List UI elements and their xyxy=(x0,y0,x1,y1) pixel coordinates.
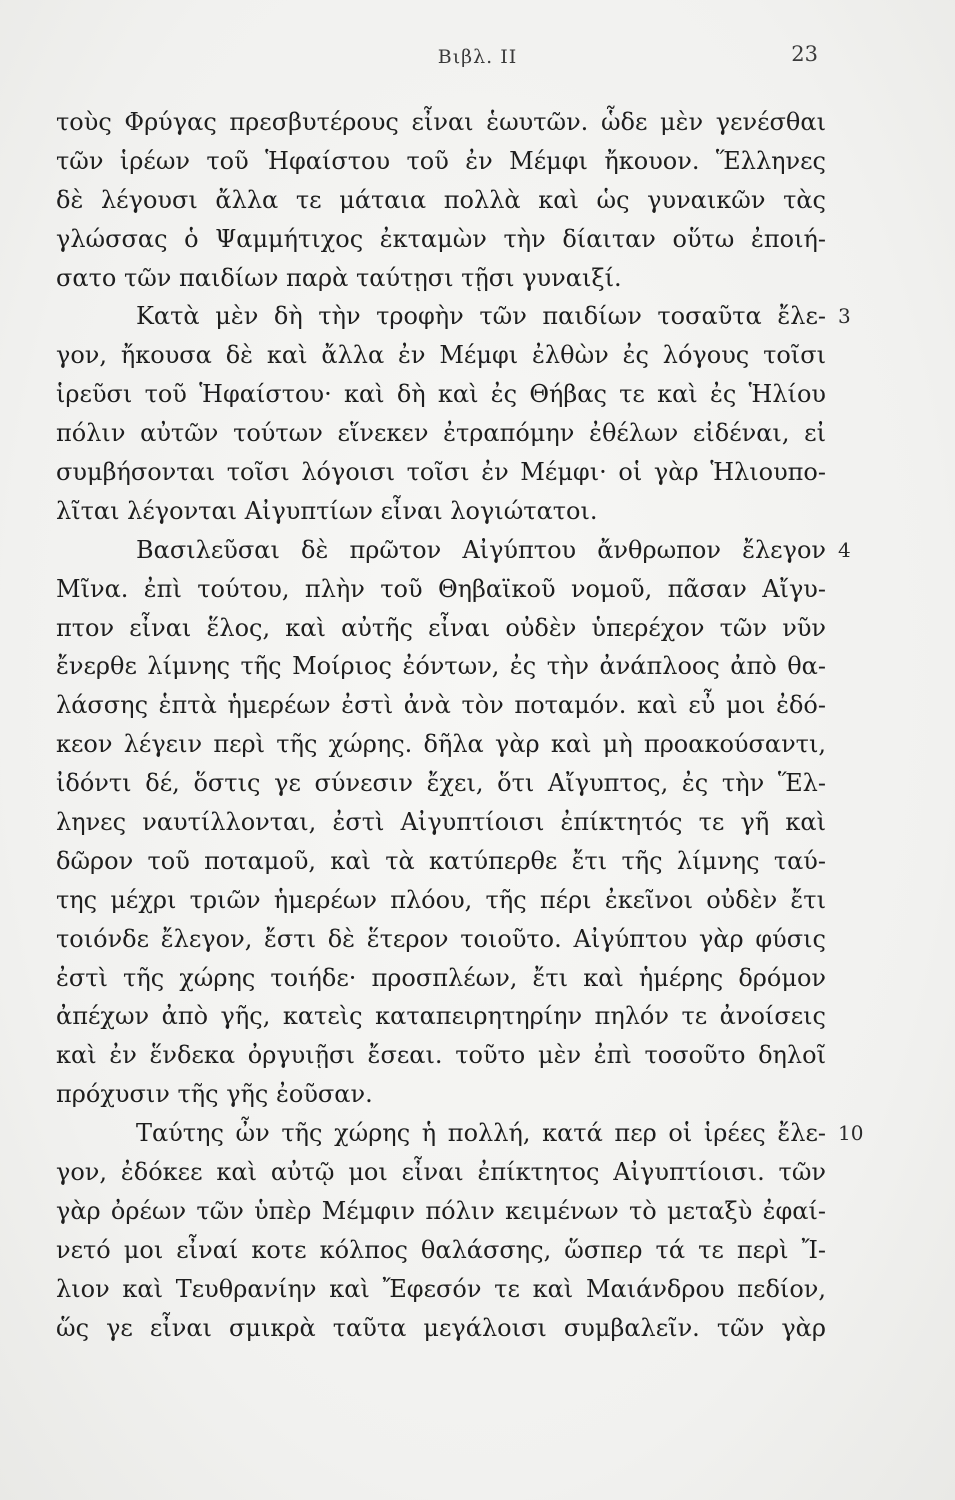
text-line-content: τοὺς Φρύγας πρεσβυτέρους εἶναι ἑωυτῶν. ὧδε μὲν γενέσθαι xyxy=(56,108,826,136)
text-line xyxy=(56,1192,826,1231)
text-line-content: λιον καὶ Τευθρανίην καὶ Ἔφεσόν τε καὶ Μαιάνδρου πεδίον, xyxy=(56,1274,826,1303)
text-line xyxy=(56,881,826,920)
text-line-content: ἱρεῦσι τοῦ Ἡφαίστου· καὶ δὴ καὶ ἐς Θήβας τε καὶ ἐς Ἡλίου xyxy=(56,380,826,409)
running-header-title: Βιβλ. II xyxy=(437,46,518,68)
text-line xyxy=(56,647,826,686)
text-line xyxy=(56,959,826,998)
text-line xyxy=(56,531,851,570)
text-line xyxy=(56,453,826,492)
section-number: 3 xyxy=(838,304,851,329)
text-line-content: πρόχυσιν τῆς γῆς ἐοῦσαν. xyxy=(56,1080,373,1109)
text-line xyxy=(56,181,826,220)
text-line-content: της μέχρι τριῶν ἡμερέων πλόου, τῆς πέρι ἐκεῖνοι οὐδὲν ἔτι xyxy=(56,885,826,914)
text-line-content: γλώσσας ὁ Ψαμμήτιχος ἐκταμὼν τὴν δίαιταν οὕτω ἐποιή- xyxy=(56,224,826,253)
text-line xyxy=(56,920,826,959)
text-line-content: γον, ἤκουσα δὲ καὶ ἄλλα ἐν Μέμφι ἐλθὼν ἐς λόγους τοῖσι xyxy=(56,341,826,370)
text-line xyxy=(56,1309,826,1348)
text-line-content: Ταύτης ὦν τῆς χώρης ἡ πολλή, κατά περ οἱ ἱρέες ἔλε- xyxy=(136,1119,826,1148)
text-line xyxy=(56,492,826,531)
body-text xyxy=(56,103,864,1348)
text-line-content: πτον εἶναι ἕλος, καὶ αὐτῆς εἶναι οὐδὲν ὑπερέχον τῶν νῦν xyxy=(56,613,826,642)
text-line-content: Κατὰ μὲν δὴ τὴν τροφὴν τῶν παιδίων τοσαῦτα ἔλε- xyxy=(136,302,826,331)
text-line-content: συμβήσονται τοῖσι λόγοισι τοῖσι ἐν Μέμφι· οἱ γὰρ Ἡλιουπο- xyxy=(56,458,826,487)
text-line xyxy=(56,803,826,842)
text-line-content: ἀπέχων ἀπὸ γῆς, κατεὶς καταπειρητηρίην πηλόν τε ἀνοίσεις xyxy=(56,1002,826,1031)
text-line xyxy=(56,297,851,336)
text-line xyxy=(56,1270,826,1309)
text-line-content: πόλιν αὐτῶν τούτων εἵνεκεν ἐτραπόμην ἐθέλων εἰδέναι, εἰ xyxy=(56,419,826,448)
section-number: 10 xyxy=(838,1121,864,1146)
text-line xyxy=(56,570,826,609)
text-line-content: τοιόνδε ἔλεγον, ἔστι δὲ ἕτερον τοιοῦτο. Αἰγύπτου γὰρ φύσις xyxy=(56,924,826,953)
text-line-content: καὶ ἐν ἕνδεκα ὀργυιῇσι ἔσεαι. τοῦτο μὲν ἐπὶ τοσοῦτο δηλοῖ xyxy=(56,1041,826,1070)
text-line-content: δῶρον τοῦ ποταμοῦ, καὶ τὰ κατύπερθε ἔτι τῆς λίμνης ταύ- xyxy=(56,846,826,875)
text-line-content: ἰδόντι δέ, ὅστις γε σύνεσιν ἔχει, ὅτι Αἴγυπτος, ἐς τὴν Ἕλ- xyxy=(56,769,826,798)
text-line xyxy=(56,259,826,298)
text-line xyxy=(56,1075,826,1114)
text-line-content: ἔνερθε λίμνης τῆς Μοίριος ἐόντων, ἐς τὴν ἀνάπλοος ἀπὸ θα- xyxy=(56,652,826,681)
page-number: 23 xyxy=(791,42,818,66)
text-line-content: ληνες ναυτίλλονται, ἐστὶ Αἰγυπτίοισι ἐπίκτητός τε γῆ καὶ xyxy=(56,808,826,837)
text-line-content: τῶν ἱρέων τοῦ Ἡφαίστου τοῦ ἐν Μέμφι ἤκουον. Ἕλληνες xyxy=(56,146,826,175)
text-line xyxy=(56,764,826,803)
section-number: 4 xyxy=(838,537,851,562)
text-line xyxy=(56,686,826,725)
text-line xyxy=(56,1231,826,1270)
text-line-content: γὰρ ὀρέων τῶν ὑπὲρ Μέμφιν πόλιν κειμένων τὸ μεταξὺ ἐφαί- xyxy=(56,1196,826,1225)
text-line xyxy=(56,1114,864,1153)
text-line xyxy=(56,103,826,142)
text-line xyxy=(56,1153,826,1192)
text-line xyxy=(56,414,826,453)
text-line-content: γον, ἐδόκεε καὶ αὐτῷ μοι εἶναι ἐπίκτητος Αἰγυπτίοισι. τῶν xyxy=(56,1158,826,1187)
text-line xyxy=(56,609,826,648)
text-line-content: νετό μοι εἶναί κοτε κόλπος θαλάσσης, ὥσπερ τά τε περὶ Ἴ- xyxy=(56,1235,826,1264)
text-line-content: ἐστὶ τῆς χώρης τοιήδε· προσπλέων, ἔτι καὶ ἡμέρης δρόμον xyxy=(56,963,826,992)
text-line xyxy=(56,725,826,764)
text-line xyxy=(56,842,826,881)
text-line-content: σατο τῶν παιδίων παρὰ ταύτῃσι τῇσι γυναιξί. xyxy=(56,263,622,292)
text-line xyxy=(56,375,826,414)
text-line xyxy=(56,220,826,259)
text-line xyxy=(56,1036,826,1075)
text-line xyxy=(56,997,826,1036)
text-line-content: Βασιλεῦσαι δὲ πρῶτον Αἰγύπτου ἄνθρωπον ἔλεγον xyxy=(136,535,826,564)
text-line xyxy=(56,142,826,181)
text-line-content: Μῖνα. ἐπὶ τούτου, πλὴν τοῦ Θηβαϊκοῦ νομοῦ, πᾶσαν Αἴγυ- xyxy=(56,574,826,603)
text-line-content: λάσσης ἑπτὰ ἡμερέων ἐστὶ ἀνὰ τὸν ποταμόν. καὶ εὖ μοι ἐδό- xyxy=(56,691,826,720)
text-line-content: λῖται λέγονται Αἰγυπτίων εἶναι λογιώτατοι. xyxy=(56,496,598,525)
text-line xyxy=(56,336,826,375)
text-line-content: δὲ λέγουσι ἄλλα τε μάταια πολλὰ καὶ ὡς γυναικῶν τὰς xyxy=(56,185,826,214)
text-line-content: κεον λέγειν περὶ τῆς χώρης. δῆλα γὰρ καὶ μὴ προακούσαντι, xyxy=(56,730,826,759)
text-line-content: ὥς γε εἶναι σμικρὰ ταῦτα μεγάλοισι συμβαλεῖν. τῶν γὰρ xyxy=(56,1313,826,1342)
